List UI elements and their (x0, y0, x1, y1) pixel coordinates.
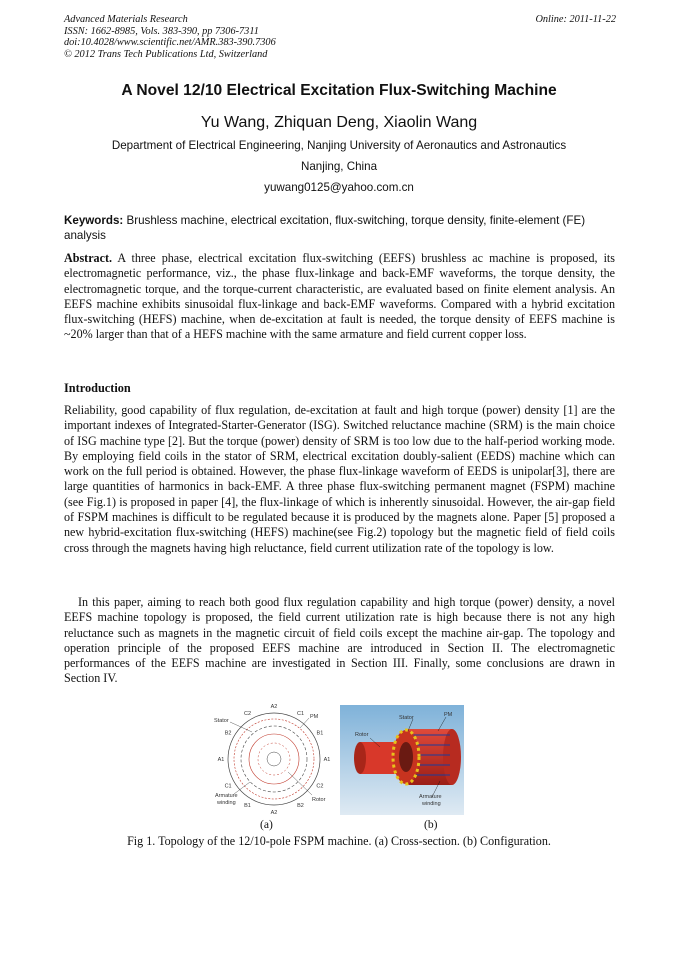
affiliation: Department of Electrical Engineering, Nanjing University of Aeronautics and Astronautics (111, 139, 567, 152)
shaft-circle (267, 752, 281, 766)
phase-label: A1 (323, 757, 331, 763)
phase-label: A1 (217, 757, 225, 763)
phase-label: B1 (244, 802, 251, 809)
label-winding-3d: winding (422, 801, 441, 807)
issn-line: ISSN: 1662-8985, Vols. 383-390, pp 7306-7311 (64, 25, 259, 37)
subfigure-label-a: (a) (260, 818, 273, 831)
keywords-text: Brushless machine, electrical excitation, flux-switching, torque density, finite-element (FE) analysis (64, 214, 586, 242)
phase-label: C2 (243, 711, 252, 718)
label-stator: Stator (214, 718, 229, 724)
phase-label: C2 (316, 783, 324, 790)
label-rotor-3d: Rotor (355, 732, 369, 738)
figure-1a-cross-section (212, 698, 334, 816)
intro-paragraph-2: In this paper, aiming to reach both good flux regulation capability and high torque (power) density, a novel EEFS machine topology is proposed, the field current utilization rate is high because there is not any high reluctance such as magnets in the magnetic circuit of field coils except the machine air-gap. The topology and operation principle of the proposed EEFS machine are introduced in Section II. The electromagnetic performances of the EEFS machine are investigated in Section III. Finally, some conclusions are drawn in Section IV. (64, 595, 615, 686)
phase-label: A2 (270, 810, 278, 816)
phase-label: C1 (224, 783, 232, 790)
affiliation-city: Nanjing, China (300, 160, 378, 173)
phase-label: C1 (296, 711, 305, 718)
paper-title: A Novel 12/10 Electrical Excitation Flux-Switching Machine (121, 82, 557, 99)
phase-label: B2 (224, 730, 232, 737)
section-heading-introduction: Introduction (64, 381, 131, 395)
copyright-line: © 2012 Trans Tech Publications Ltd, Switzerland (64, 48, 268, 60)
label-pm-3d: PM (444, 712, 453, 718)
rotor-inner-circle (258, 743, 290, 775)
figure-1b-configuration (340, 705, 464, 815)
label-armature: Armature (215, 793, 238, 799)
journal-header (64, 14, 616, 60)
journal-name: Advanced Materials Research (64, 14, 188, 25)
armature-winding-ring (234, 719, 314, 799)
stator-bore (399, 742, 413, 772)
rotor-end (354, 742, 366, 774)
keywords (64, 214, 615, 243)
abstract-text: A three phase, electrical excitation flux-switching (EEFS) brushless ac machine is proposed, its electromagnetic performance, viz., the phase flux-linkage and back-EMF waveforms, the torque density, the electromagnetic torque, and the torque-current characteristic, are evaluated based on finite element analysis. An EEFS machine exhibits sinusoidal flux-linkage and back-EMF waveforms. Compared with a hybrid excitation flux-switching (HEFS) machine, when de-excitation at fault is needed, the torque density of EEFS machine is ~20% larger than that of a HEFS machine with the same armature and field current copper loss. (64, 251, 615, 342)
author-email: yuwang0125@yahoo.com.cn (264, 181, 414, 194)
doi-line: doi:10.4028/www.scientific.net/AMR.383-390.7306 (64, 37, 276, 49)
abstract-label: Abstract. (64, 251, 113, 265)
author-list: Yu Wang, Zhiquan Deng, Xiaolin Wang (200, 114, 478, 131)
figure-1-caption: Fig 1. Topology of the 12/10-pole FSPM machine. (a) Cross-section. (b) Configuration. (127, 834, 551, 848)
phase-label: A2 (270, 704, 278, 710)
stator-outer-circle (228, 713, 320, 805)
phase-label: B1 (316, 730, 324, 737)
label-stator-3d: Stator (399, 715, 414, 721)
rotor-outer-circle (249, 734, 299, 784)
label-armature-3d: Armature (419, 794, 442, 800)
pm-ring (241, 726, 307, 792)
phase-label: B2 (297, 802, 304, 809)
keywords-label: Keywords: (64, 214, 124, 227)
label-winding: winding (217, 800, 236, 806)
label-rotor: Rotor (312, 797, 326, 803)
intro-paragraph-1: Reliability, good capability of flux regulation, de-excitation at fault and high torque (power) density [1] are the important indexes of Integrated-Starter-Generator (ISG). Switched reluctance machine (SRM) is the main choice of ISG machine type [2]. But the torque (power) density of SRM is too low due to the half-period working mode. By employing field coils in the stator of SRM, electrical excitation doubly-salient (EEDS) machine which can work on the full period is obtained. However, the phase flux-linkage waveform of EEDS is unipolar[3], there are large quantities of harmonics in back-EMF. A three phase flux-switching permanent magnet (FSPM) machine (see Fig.1) is proposed in paper [4], the flux-linkage of which is inherently sinusoidal. However, the air-gap field of FSPM machines is difficult to be regulated because it is produced by the magnets alone. Paper [5] proposed a new hybrid-excitation flux-switching (HEFS) machine(see Fig.2) topology but the magnetic field of field coils cross through the magnets having high reluctance, field current utilization rate of the topology is low. (64, 403, 615, 555)
label-pm: PM (310, 714, 319, 720)
abstract (64, 251, 615, 343)
stator-end-face (443, 729, 461, 785)
online-date: Online: 2011-11-22 (535, 14, 616, 25)
subfigure-label-b: (b) (424, 818, 438, 831)
